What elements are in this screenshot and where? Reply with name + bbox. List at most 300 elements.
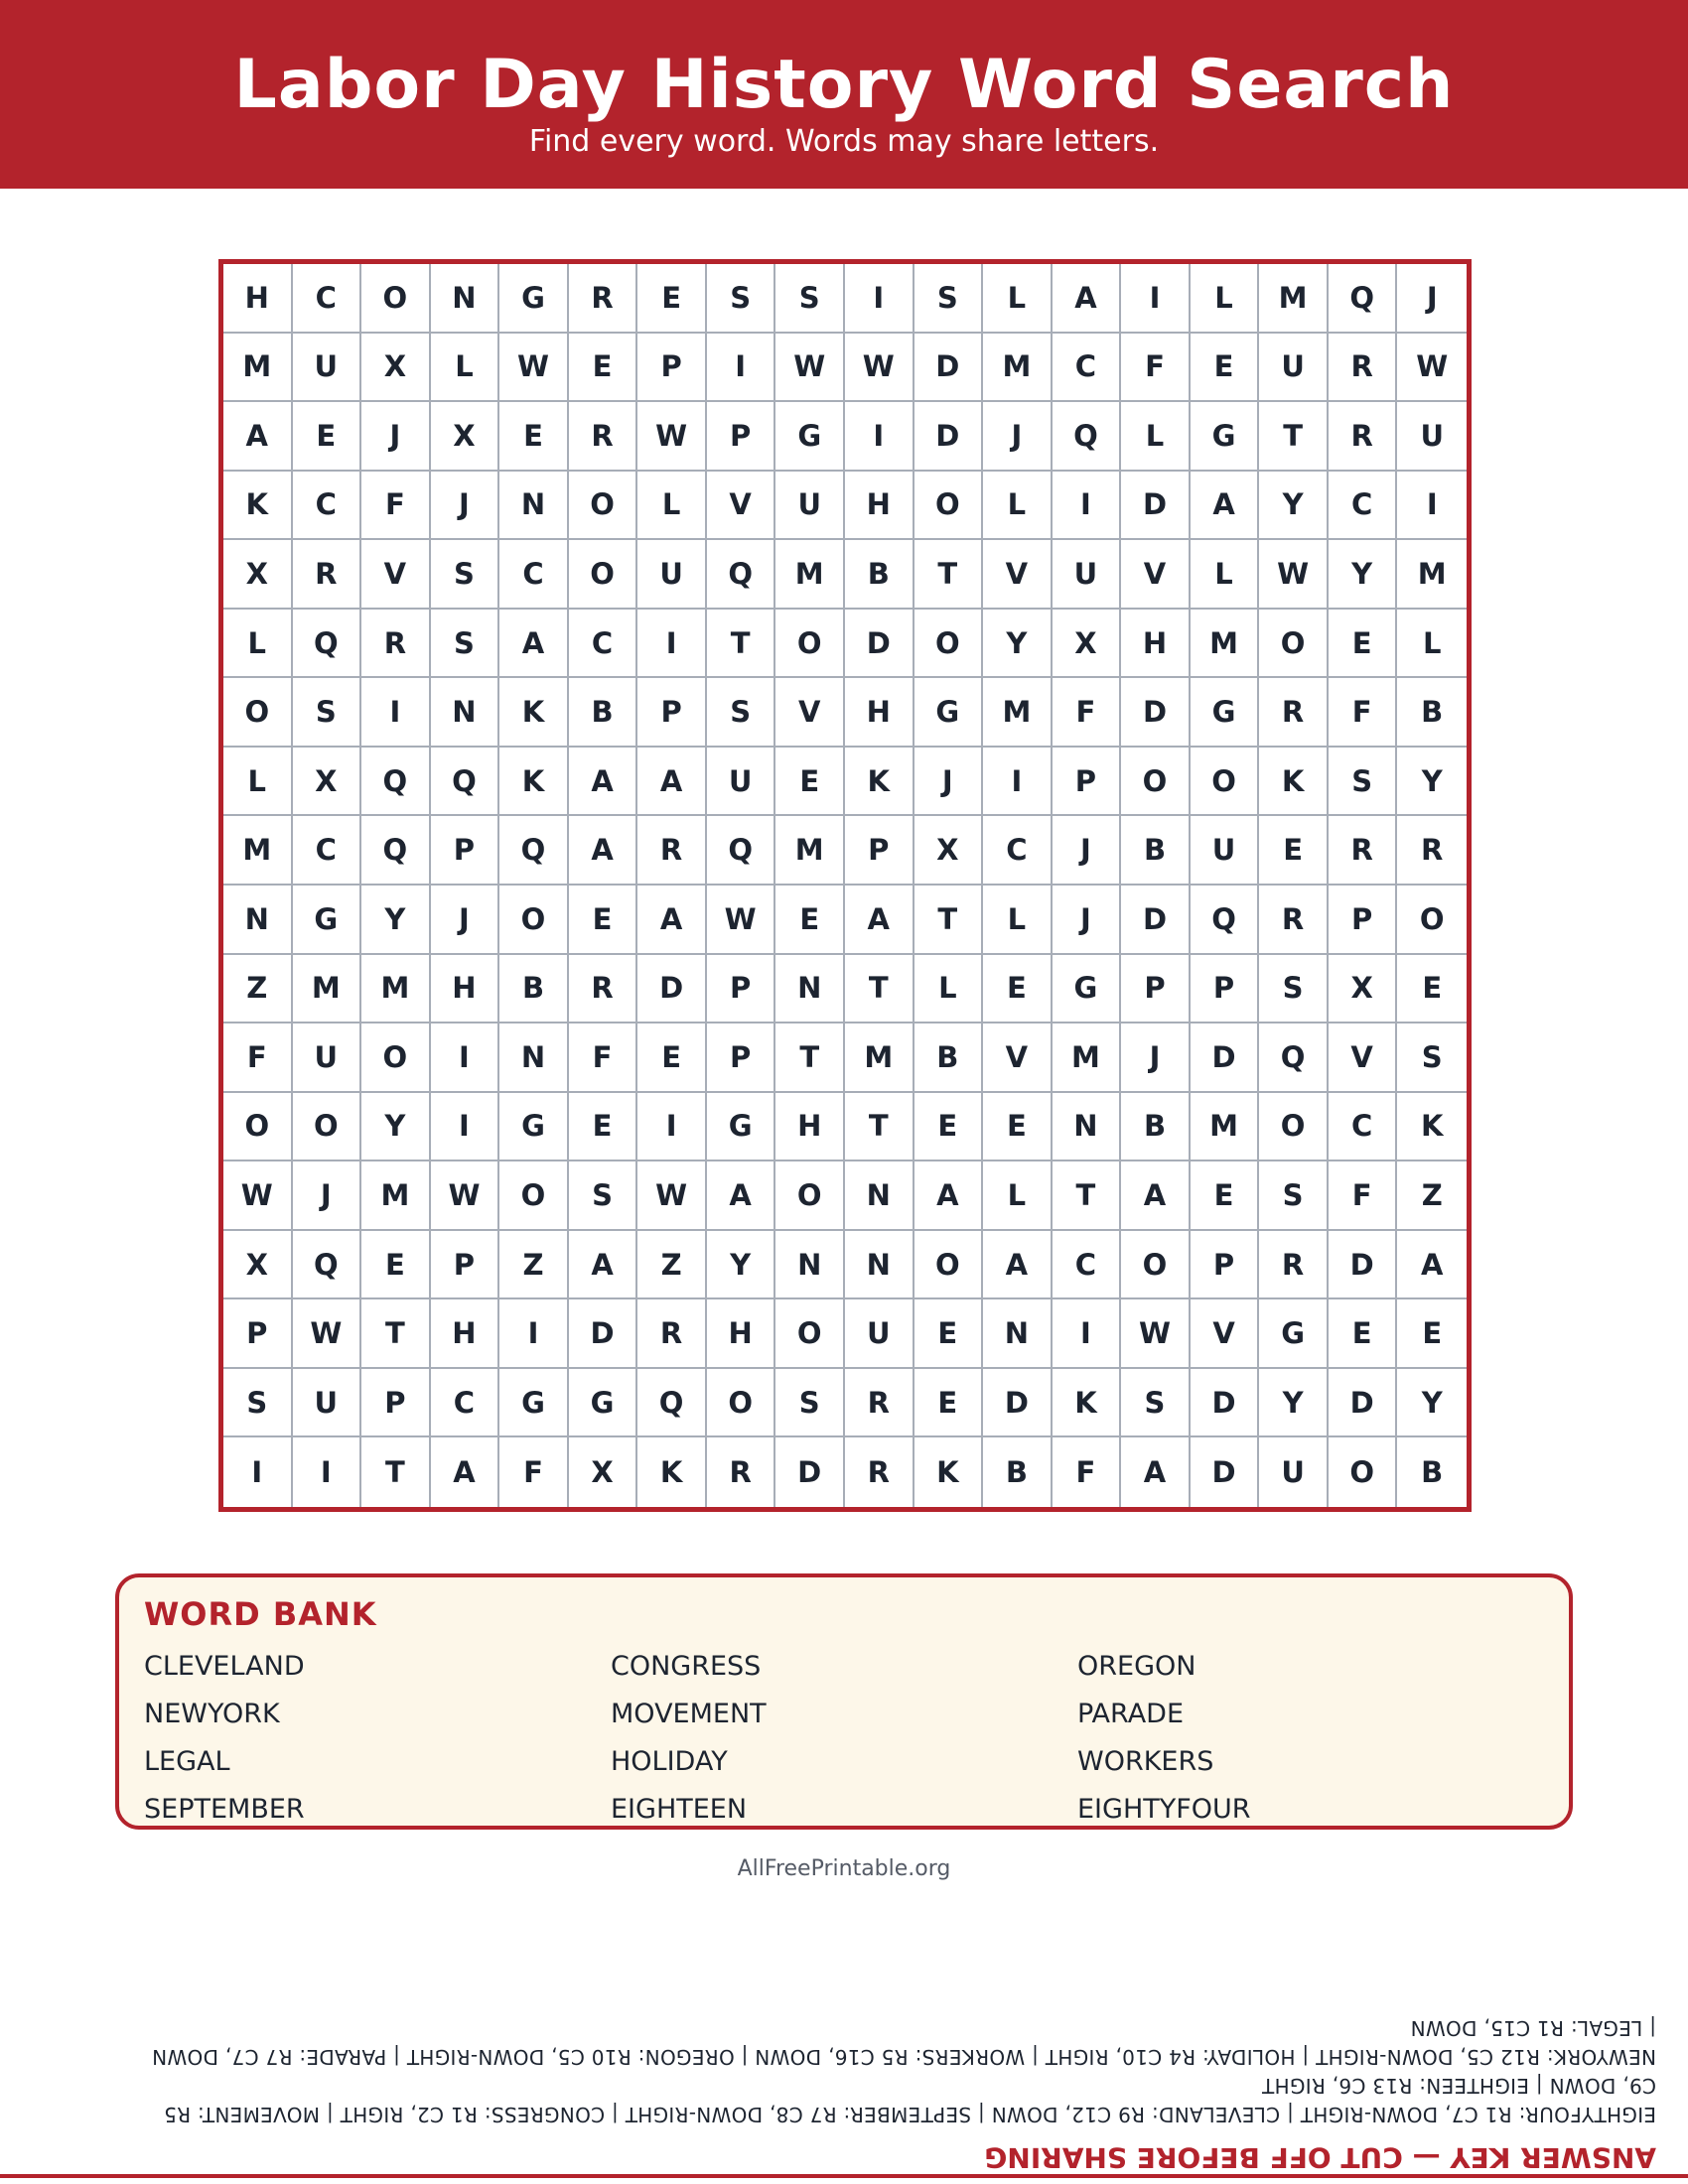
grid-cell[interactable]: R [1329, 334, 1398, 403]
grid-cell[interactable]: S [707, 264, 776, 334]
grid-cell[interactable]: F [1329, 678, 1398, 748]
grid-cell[interactable]: V [983, 540, 1053, 610]
grid-cell[interactable]: N [775, 955, 845, 1024]
grid-cell[interactable]: A [499, 610, 569, 679]
grid-cell[interactable]: U [775, 472, 845, 541]
grid-cell[interactable]: S [569, 1161, 638, 1231]
grid-cell[interactable]: R [1329, 402, 1398, 472]
grid-cell[interactable]: G [499, 1093, 569, 1162]
grid-cell[interactable]: O [293, 1093, 362, 1162]
grid-cell[interactable]: P [845, 816, 914, 886]
grid-cell[interactable]: R [1259, 886, 1329, 955]
grid-cell[interactable]: Y [1259, 1369, 1329, 1438]
grid-cell[interactable]: B [914, 1024, 984, 1093]
grid-cell[interactable]: U [293, 1369, 362, 1438]
grid-cell[interactable]: E [637, 1024, 707, 1093]
grid-cell[interactable]: D [1329, 1231, 1398, 1300]
grid-cell[interactable]: D [1329, 1369, 1398, 1438]
grid-cell[interactable]: T [361, 1299, 431, 1369]
grid-cell[interactable]: H [845, 678, 914, 748]
grid-cell[interactable]: G [1259, 1299, 1329, 1369]
grid-cell[interactable]: E [775, 748, 845, 817]
grid-cell[interactable]: V [1191, 1299, 1260, 1369]
grid-cell[interactable]: P [431, 1231, 500, 1300]
grid-cell[interactable]: D [914, 402, 984, 472]
grid-cell[interactable]: L [637, 472, 707, 541]
grid-cell[interactable]: D [1121, 886, 1191, 955]
grid-cell[interactable]: P [1053, 748, 1122, 817]
grid-cell[interactable]: W [1259, 540, 1329, 610]
grid-cell[interactable]: J [431, 886, 500, 955]
grid-cell[interactable]: M [775, 540, 845, 610]
grid-cell[interactable]: E [293, 402, 362, 472]
grid-cell[interactable]: R [293, 540, 362, 610]
grid-cell[interactable]: Q [707, 816, 776, 886]
grid-cell[interactable]: Z [637, 1231, 707, 1300]
grid-cell[interactable]: W [293, 1299, 362, 1369]
grid-cell[interactable]: A [431, 1437, 500, 1507]
grid-cell[interactable]: H [845, 472, 914, 541]
grid-cell[interactable]: U [1259, 334, 1329, 403]
grid-cell[interactable]: G [569, 1369, 638, 1438]
grid-cell[interactable]: D [1121, 678, 1191, 748]
grid-cell[interactable]: I [499, 1299, 569, 1369]
grid-cell[interactable]: H [707, 1299, 776, 1369]
grid-cell[interactable]: X [1329, 955, 1398, 1024]
grid-cell[interactable]: C [431, 1369, 500, 1438]
grid-cell[interactable]: X [223, 1231, 293, 1300]
grid-cell[interactable]: Q [1191, 886, 1260, 955]
grid-cell[interactable]: A [1121, 1161, 1191, 1231]
grid-cell[interactable]: V [1329, 1024, 1398, 1093]
grid-cell[interactable]: O [361, 1024, 431, 1093]
grid-cell[interactable]: M [361, 955, 431, 1024]
grid-cell[interactable]: Q [361, 748, 431, 817]
grid-cell[interactable]: C [983, 816, 1053, 886]
grid-cell[interactable]: X [223, 540, 293, 610]
grid-cell[interactable]: X [293, 748, 362, 817]
grid-cell[interactable]: M [983, 334, 1053, 403]
grid-cell[interactable]: O [1121, 748, 1191, 817]
grid-cell[interactable]: R [845, 1437, 914, 1507]
grid-cell[interactable]: P [1191, 1231, 1260, 1300]
grid-cell[interactable]: D [775, 1437, 845, 1507]
grid-cell[interactable]: E [1397, 1299, 1467, 1369]
grid-cell[interactable]: T [1053, 1161, 1122, 1231]
grid-cell[interactable]: F [361, 472, 431, 541]
grid-cell[interactable]: S [1329, 748, 1398, 817]
grid-cell[interactable]: J [1053, 886, 1122, 955]
grid-cell[interactable]: L [914, 955, 984, 1024]
grid-cell[interactable]: A [637, 748, 707, 817]
grid-cell[interactable]: Y [707, 1231, 776, 1300]
grid-cell[interactable]: Q [637, 1369, 707, 1438]
grid-cell[interactable]: S [775, 1369, 845, 1438]
grid-cell[interactable]: O [1397, 886, 1467, 955]
grid-cell[interactable]: R [1259, 678, 1329, 748]
grid-cell[interactable]: S [431, 610, 500, 679]
grid-cell[interactable]: Y [983, 610, 1053, 679]
grid-cell[interactable]: P [707, 402, 776, 472]
grid-cell[interactable]: G [293, 886, 362, 955]
grid-cell[interactable]: O [1329, 1437, 1398, 1507]
grid-cell[interactable]: L [431, 334, 500, 403]
grid-cell[interactable]: P [1191, 955, 1260, 1024]
grid-cell[interactable]: S [1259, 955, 1329, 1024]
grid-cell[interactable]: N [1053, 1093, 1122, 1162]
grid-cell[interactable]: O [707, 1369, 776, 1438]
grid-cell[interactable]: C [293, 472, 362, 541]
grid-cell[interactable]: E [1329, 610, 1398, 679]
grid-cell[interactable]: R [637, 816, 707, 886]
grid-cell[interactable]: D [983, 1369, 1053, 1438]
grid-cell[interactable]: J [293, 1161, 362, 1231]
grid-cell[interactable]: X [361, 334, 431, 403]
grid-cell[interactable]: Z [499, 1231, 569, 1300]
grid-cell[interactable]: S [775, 264, 845, 334]
grid-cell[interactable]: D [1191, 1437, 1260, 1507]
grid-cell[interactable]: K [1397, 1093, 1467, 1162]
grid-cell[interactable]: I [293, 1437, 362, 1507]
grid-cell[interactable]: G [1053, 955, 1122, 1024]
grid-cell[interactable]: I [983, 748, 1053, 817]
grid-cell[interactable]: H [1121, 610, 1191, 679]
grid-cell[interactable]: U [637, 540, 707, 610]
grid-cell[interactable]: W [707, 886, 776, 955]
grid-cell[interactable]: L [1121, 402, 1191, 472]
grid-cell[interactable]: W [431, 1161, 500, 1231]
grid-cell[interactable]: T [845, 955, 914, 1024]
grid-cell[interactable]: B [1121, 816, 1191, 886]
grid-cell[interactable]: V [1121, 540, 1191, 610]
grid-cell[interactable]: R [569, 264, 638, 334]
grid-cell[interactable]: O [914, 610, 984, 679]
grid-cell[interactable]: G [775, 402, 845, 472]
grid-cell[interactable]: R [637, 1299, 707, 1369]
grid-cell[interactable]: W [845, 334, 914, 403]
grid-cell[interactable]: O [361, 264, 431, 334]
grid-cell[interactable]: I [223, 1437, 293, 1507]
grid-cell[interactable]: S [223, 1369, 293, 1438]
grid-cell[interactable]: V [775, 678, 845, 748]
grid-cell[interactable]: N [431, 678, 500, 748]
grid-cell[interactable]: E [637, 264, 707, 334]
grid-cell[interactable]: Y [1397, 1369, 1467, 1438]
grid-cell[interactable]: J [914, 748, 984, 817]
grid-cell[interactable]: N [223, 886, 293, 955]
grid-cell[interactable]: J [1397, 264, 1467, 334]
grid-cell[interactable]: C [293, 816, 362, 886]
grid-cell[interactable]: F [499, 1437, 569, 1507]
grid-cell[interactable]: L [1191, 540, 1260, 610]
grid-cell[interactable]: R [569, 402, 638, 472]
grid-cell[interactable]: P [637, 678, 707, 748]
grid-cell[interactable]: K [637, 1437, 707, 1507]
grid-cell[interactable]: R [845, 1369, 914, 1438]
grid-cell[interactable]: D [845, 610, 914, 679]
grid-cell[interactable]: K [1053, 1369, 1122, 1438]
grid-cell[interactable]: N [845, 1231, 914, 1300]
grid-cell[interactable]: B [1421, 1455, 1444, 1490]
grid-cell[interactable]: D [569, 1299, 638, 1369]
grid-cell[interactable]: A [569, 1231, 638, 1300]
grid-cell[interactable]: I [845, 402, 914, 472]
grid-cell[interactable]: S [431, 540, 500, 610]
grid-cell[interactable]: B [499, 955, 569, 1024]
grid-cell[interactable]: I [845, 264, 914, 334]
grid-cell[interactable]: E [1191, 1161, 1260, 1231]
grid-cell[interactable]: A [845, 886, 914, 955]
grid-cell[interactable]: G [1191, 678, 1260, 748]
grid-cell[interactable]: C [1329, 472, 1398, 541]
grid-cell[interactable]: U [845, 1299, 914, 1369]
grid-cell[interactable]: S [1259, 1161, 1329, 1231]
grid-cell[interactable]: E [569, 886, 638, 955]
grid-cell[interactable]: T [775, 1024, 845, 1093]
grid-cell[interactable]: I [707, 334, 776, 403]
grid-cell[interactable]: G [1191, 402, 1260, 472]
grid-cell[interactable]: A [707, 1161, 776, 1231]
grid-cell[interactable]: J [1121, 1024, 1191, 1093]
grid-cell[interactable]: J [1053, 816, 1122, 886]
grid-cell[interactable]: H [431, 1299, 500, 1369]
grid-cell[interactable]: T [361, 1437, 431, 1507]
grid-cell[interactable]: W [1397, 334, 1467, 403]
grid-cell[interactable]: K [1259, 748, 1329, 817]
grid-cell[interactable]: B [983, 1437, 1053, 1507]
grid-cell[interactable]: B [1397, 678, 1467, 748]
grid-cell[interactable]: C [293, 264, 362, 334]
grid-cell[interactable]: U [293, 334, 362, 403]
grid-cell[interactable]: Q [1329, 264, 1398, 334]
grid-cell[interactable]: P [707, 1024, 776, 1093]
grid-cell[interactable]: Q [361, 816, 431, 886]
grid-cell[interactable]: Q [1259, 1024, 1329, 1093]
grid-cell[interactable]: C [1053, 1231, 1122, 1300]
grid-cell[interactable]: Y [1397, 748, 1467, 817]
grid-cell[interactable]: O [1121, 1231, 1191, 1300]
grid-cell[interactable]: A [1397, 1231, 1467, 1300]
grid-cell[interactable]: C [1053, 334, 1122, 403]
grid-cell[interactable]: B [569, 678, 638, 748]
grid-cell[interactable]: X [569, 1437, 638, 1507]
grid-cell[interactable]: T [914, 886, 984, 955]
grid-cell[interactable]: K [845, 748, 914, 817]
grid-cell[interactable]: G [707, 1093, 776, 1162]
grid-cell[interactable]: I [361, 678, 431, 748]
grid-cell[interactable]: Z [223, 955, 293, 1024]
grid-cell[interactable]: L [983, 264, 1053, 334]
grid-cell[interactable]: P [637, 334, 707, 403]
grid-cell[interactable]: L [1397, 610, 1467, 679]
grid-cell[interactable]: E [569, 1093, 638, 1162]
grid-cell[interactable]: M [293, 955, 362, 1024]
grid-cell[interactable]: E [1191, 334, 1260, 403]
grid-cell[interactable]: F [1053, 1437, 1122, 1507]
grid-cell[interactable]: R [1259, 1231, 1329, 1300]
grid-cell[interactable]: M [1191, 610, 1260, 679]
grid-cell[interactable]: F [1121, 334, 1191, 403]
grid-cell[interactable]: I [1053, 1299, 1122, 1369]
grid-cell[interactable]: R [707, 1437, 776, 1507]
grid-cell[interactable]: A [983, 1231, 1053, 1300]
grid-cell[interactable]: Q [1053, 402, 1122, 472]
grid-cell[interactable]: R [361, 610, 431, 679]
grid-cell[interactable]: V [983, 1024, 1053, 1093]
grid-cell[interactable]: U [1191, 816, 1260, 886]
grid-cell[interactable]: A [637, 886, 707, 955]
grid-cell[interactable]: X [914, 816, 984, 886]
grid-cell[interactable]: C [1329, 1093, 1398, 1162]
grid-cell[interactable]: U [1397, 402, 1467, 472]
grid-cell[interactable]: S [1121, 1369, 1191, 1438]
grid-cell[interactable]: E [1397, 955, 1467, 1024]
grid-cell[interactable]: E [775, 886, 845, 955]
grid-cell[interactable]: I [431, 1093, 500, 1162]
grid-cell[interactable]: E [1329, 1299, 1398, 1369]
grid-cell[interactable]: M [1259, 264, 1329, 334]
grid-cell[interactable]: I [431, 1024, 500, 1093]
grid-cell[interactable]: M [361, 1161, 431, 1231]
grid-cell[interactable]: O [223, 1093, 293, 1162]
grid-cell[interactable]: O [1259, 1093, 1329, 1162]
grid-cell[interactable]: N [431, 264, 500, 334]
grid-cell[interactable]: V [707, 472, 776, 541]
grid-cell[interactable]: M [1397, 540, 1467, 610]
grid-cell[interactable]: S [707, 678, 776, 748]
grid-cell[interactable]: U [293, 1024, 362, 1093]
grid-cell[interactable]: E [914, 1299, 984, 1369]
grid-cell[interactable]: I [1121, 264, 1191, 334]
grid-cell[interactable]: I [637, 1093, 707, 1162]
grid-cell[interactable]: D [1191, 1369, 1260, 1438]
grid-cell[interactable]: Q [707, 540, 776, 610]
grid-cell[interactable]: L [983, 1161, 1053, 1231]
grid-cell[interactable]: F [569, 1024, 638, 1093]
grid-cell[interactable]: K [499, 748, 569, 817]
grid-cell[interactable]: Z [1397, 1161, 1467, 1231]
grid-cell[interactable]: E [569, 334, 638, 403]
grid-cell[interactable]: F [1053, 678, 1122, 748]
grid-cell[interactable]: Q [293, 610, 362, 679]
grid-cell[interactable]: O [499, 886, 569, 955]
grid-cell[interactable]: M [845, 1024, 914, 1093]
grid-cell[interactable]: M [1053, 1024, 1122, 1093]
grid-cell[interactable]: M [223, 334, 293, 403]
grid-cell[interactable]: F [223, 1024, 293, 1093]
grid-cell[interactable]: G [499, 264, 569, 334]
grid-cell[interactable]: T [1259, 402, 1329, 472]
grid-cell[interactable]: N [845, 1161, 914, 1231]
grid-cell[interactable]: L [223, 610, 293, 679]
grid-cell[interactable]: E [499, 402, 569, 472]
grid-cell[interactable]: C [499, 540, 569, 610]
grid-cell[interactable]: L [983, 472, 1053, 541]
grid-cell[interactable]: A [223, 402, 293, 472]
grid-cell[interactable]: G [914, 678, 984, 748]
grid-cell[interactable]: D [1121, 472, 1191, 541]
grid-cell[interactable]: U [1259, 1437, 1329, 1507]
grid-cell[interactable]: P [1121, 955, 1191, 1024]
grid-cell[interactable]: L [223, 748, 293, 817]
grid-cell[interactable]: B [845, 540, 914, 610]
grid-cell[interactable]: K [914, 1437, 984, 1507]
grid-cell[interactable]: O [1259, 610, 1329, 679]
grid-cell[interactable]: M [1191, 1093, 1260, 1162]
grid-cell[interactable]: Q [499, 816, 569, 886]
grid-cell[interactable]: Y [1329, 540, 1398, 610]
grid-cell[interactable]: N [499, 472, 569, 541]
grid-cell[interactable]: U [707, 748, 776, 817]
grid-cell[interactable]: D [1191, 1024, 1260, 1093]
grid-cell[interactable]: P [361, 1369, 431, 1438]
grid-cell[interactable]: P [707, 955, 776, 1024]
grid-cell[interactable]: E [1259, 816, 1329, 886]
grid-cell[interactable]: W [637, 402, 707, 472]
grid-cell[interactable]: O [914, 1231, 984, 1300]
grid-cell[interactable]: Y [361, 886, 431, 955]
grid-cell[interactable]: H [431, 955, 500, 1024]
grid-cell[interactable]: W [499, 334, 569, 403]
grid-cell[interactable]: Q [293, 1231, 362, 1300]
grid-cell[interactable]: W [775, 334, 845, 403]
grid-cell[interactable]: Y [1259, 472, 1329, 541]
grid-cell[interactable]: N [775, 1231, 845, 1300]
grid-cell[interactable]: M [223, 816, 293, 886]
grid-cell[interactable]: T [914, 540, 984, 610]
grid-cell[interactable]: P [431, 816, 500, 886]
grid-cell[interactable]: O [569, 540, 638, 610]
grid-cell[interactable]: T [707, 610, 776, 679]
grid-cell[interactable]: R [1397, 816, 1467, 886]
grid-cell[interactable]: F [1329, 1161, 1398, 1231]
grid-cell[interactable]: L [1191, 264, 1260, 334]
grid-cell[interactable]: O [775, 1161, 845, 1231]
grid-cell[interactable]: O [1191, 748, 1260, 817]
grid-cell[interactable]: E [914, 1093, 984, 1162]
grid-cell[interactable]: H [775, 1093, 845, 1162]
grid-cell[interactable]: M [983, 678, 1053, 748]
grid-cell[interactable]: J [361, 402, 431, 472]
grid-cell[interactable]: O [914, 472, 984, 541]
grid-cell[interactable]: V [361, 540, 431, 610]
grid-cell[interactable]: D [914, 334, 984, 403]
grid-cell[interactable]: M [775, 816, 845, 886]
grid-cell[interactable]: H [223, 264, 293, 334]
grid-cell[interactable]: E [983, 955, 1053, 1024]
grid-cell[interactable]: L [983, 886, 1053, 955]
grid-cell[interactable]: A [1191, 472, 1260, 541]
grid-cell[interactable]: O [499, 1161, 569, 1231]
grid-cell[interactable]: Q [431, 748, 500, 817]
grid-cell[interactable]: P [1329, 886, 1398, 955]
grid-cell[interactable]: O [775, 1299, 845, 1369]
grid-cell[interactable]: K [499, 678, 569, 748]
grid-cell[interactable]: B [1121, 1093, 1191, 1162]
grid-cell[interactable]: K [223, 472, 293, 541]
grid-cell[interactable]: Y [361, 1093, 431, 1162]
grid-cell[interactable]: R [1329, 816, 1398, 886]
grid-cell[interactable]: X [1053, 610, 1122, 679]
grid-cell[interactable]: O [775, 610, 845, 679]
grid-cell[interactable]: I [1397, 472, 1467, 541]
grid-cell[interactable]: R [569, 955, 638, 1024]
grid-cell[interactable]: N [499, 1024, 569, 1093]
grid-cell[interactable]: S [914, 264, 984, 334]
grid-cell[interactable]: E [983, 1093, 1053, 1162]
grid-cell[interactable]: W [637, 1161, 707, 1231]
grid-cell[interactable]: J [983, 402, 1053, 472]
